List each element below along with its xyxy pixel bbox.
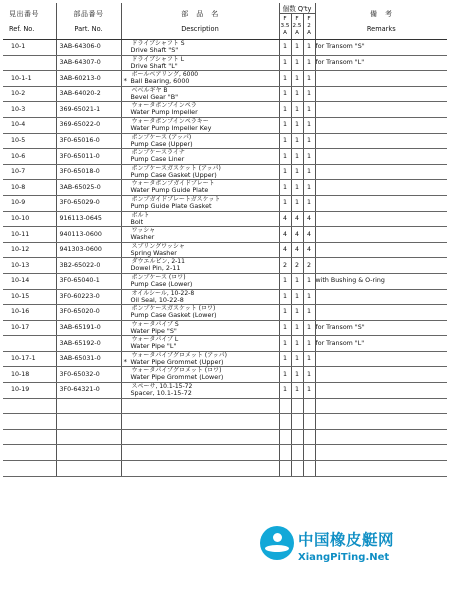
table-row <box>3 40 447 56</box>
qty-f2a: 1 <box>303 289 315 305</box>
qty-f25a: 1 <box>291 180 303 196</box>
description <box>121 211 279 227</box>
remarks <box>315 367 447 383</box>
table-row <box>3 320 447 336</box>
remarks <box>315 289 447 305</box>
qty-col-f2a: F 2 A <box>303 14 315 40</box>
qty-f35a: 1 <box>279 40 291 56</box>
part-no: 3AB-65025-0 <box>56 180 121 196</box>
qty-f2a: 4 <box>303 211 315 227</box>
qty-f35a: 2 <box>279 258 291 274</box>
ref-no: 10-4 <box>3 117 56 133</box>
ref-no: 10-17 <box>3 320 56 336</box>
description-jp: ポンプケース (アッパ) <box>131 133 192 141</box>
description <box>121 180 279 196</box>
description-en: Water Pipe "L" <box>130 342 177 351</box>
qty-f25a: 1 <box>291 336 303 352</box>
boat-rider-icon <box>260 526 294 560</box>
table-row <box>3 289 447 305</box>
qty-f2a: 1 <box>303 320 315 336</box>
description-en: Bevel Gear "B" <box>130 92 179 101</box>
table-row <box>3 336 447 352</box>
part-no: 3AB-64020-2 <box>56 86 121 102</box>
ref-no: 10-11 <box>3 227 56 243</box>
part-no: 369-65022-0 <box>56 117 121 133</box>
qty-f2a: 1 <box>303 305 315 321</box>
description <box>121 86 279 102</box>
part-no: 3F0-65032-0 <box>56 367 121 383</box>
description-en: Water Pipe Grommet (Lower) <box>130 373 224 382</box>
remarks <box>315 351 447 367</box>
description-jp: ドライブシャフト S <box>131 40 185 47</box>
qty-f35a: 1 <box>279 149 291 165</box>
remarks: for Transom "S" <box>315 40 447 56</box>
qty-f2a: 1 <box>303 273 315 289</box>
qty-f35a: 4 <box>279 211 291 227</box>
description <box>121 273 279 289</box>
new-part-mark: * <box>123 77 127 86</box>
qty-f35a: 4 <box>279 227 291 243</box>
description-en: Spacer, 10.1-15-72 <box>130 389 192 398</box>
qty-f35a: 1 <box>279 86 291 102</box>
qty-f2a: 1 <box>303 336 315 352</box>
description-jp: ウォータポンプインペラ <box>131 102 197 110</box>
table-row <box>3 133 447 149</box>
table-row <box>3 149 447 165</box>
remarks <box>315 102 447 118</box>
qty-f2a: 1 <box>303 383 315 399</box>
qty-f25a: 1 <box>291 305 303 321</box>
qty-f2a: 1 <box>303 367 315 383</box>
description <box>121 305 279 321</box>
qty-f2a: 1 <box>303 164 315 180</box>
description-jp: ウォータパイプグロメット (ロワ) <box>131 367 222 375</box>
table-row <box>3 305 447 321</box>
ref-no: 10-2 <box>3 86 56 102</box>
empty-row <box>3 414 447 430</box>
description <box>121 102 279 118</box>
qty-f35a: 1 <box>279 336 291 352</box>
ref-no: 10-3 <box>3 102 56 118</box>
description-en: Pump Case Gasket (Lower) <box>130 311 217 320</box>
ref-no-header: 見出番号 Ref. No. <box>3 3 56 40</box>
remarks <box>315 242 447 258</box>
ref-no <box>3 336 56 352</box>
qty-f2a: 1 <box>303 195 315 211</box>
remarks <box>315 133 447 149</box>
table-header <box>3 3 447 40</box>
table-body <box>3 40 447 477</box>
qty-f25a: 2 <box>291 258 303 274</box>
description-en: Drive Shaft "S" <box>130 46 179 54</box>
description <box>121 367 279 383</box>
ref-no: 10-16 <box>3 305 56 321</box>
description-jp: ポンプケースライナ <box>131 149 185 157</box>
ref-no: 10-17-1 <box>3 351 56 367</box>
qty-f25a: 1 <box>291 133 303 149</box>
description-jp: スプリングワッシャ <box>131 242 185 250</box>
ref-no: 10-15 <box>3 289 56 305</box>
description-en: Pump Case Gasket (Upper) <box>130 170 217 179</box>
qty-f25a: 1 <box>291 367 303 383</box>
ref-no: 10-12 <box>3 242 56 258</box>
qty-f25a: 1 <box>291 195 303 211</box>
part-no: 3F0-65018-0 <box>56 164 121 180</box>
description-jp: ドライブシャフト L <box>131 55 185 63</box>
part-no: 3F0-64321-0 <box>56 383 121 399</box>
qty-f2a: 1 <box>303 71 315 87</box>
empty-row <box>3 398 447 414</box>
remarks: for Transom "L" <box>315 55 447 71</box>
description <box>121 227 279 243</box>
parts-table <box>3 3 447 477</box>
part-no: 369-65021-1 <box>56 102 121 118</box>
qty-f2a: 1 <box>303 180 315 196</box>
description <box>121 289 279 305</box>
qty-f25a: 1 <box>291 149 303 165</box>
description <box>121 40 279 56</box>
description-header: 部 品 名 Description <box>121 3 279 40</box>
part-no: 3AB-64307-0 <box>56 55 121 71</box>
description-jp: オイルシール, 10-22-8 <box>131 289 195 297</box>
qty-f25a: 1 <box>291 351 303 367</box>
remarks <box>315 305 447 321</box>
qty-f35a: 1 <box>279 320 291 336</box>
qty-f35a: 1 <box>279 164 291 180</box>
description-en: Dowel Pin, 2-11 <box>130 264 181 273</box>
qty-f35a: 1 <box>279 305 291 321</box>
part-no: 3B2-65022-0 <box>56 258 121 274</box>
description <box>121 320 279 336</box>
remarks-header: 備 考 Remarks <box>315 3 447 40</box>
remarks: for Transom "S" <box>315 320 447 336</box>
description <box>121 164 279 180</box>
part-no: 916113-0645 <box>56 211 121 227</box>
table-row <box>3 367 447 383</box>
description <box>121 195 279 211</box>
remarks <box>315 71 447 87</box>
remarks <box>315 383 447 399</box>
table-row <box>3 117 447 133</box>
remarks <box>315 180 447 196</box>
description-en: Water Pump Impeller Key <box>130 123 212 132</box>
qty-f2a: 4 <box>303 242 315 258</box>
description-en: Drive Shaft "L" <box>130 61 178 70</box>
qty-f35a: 1 <box>279 367 291 383</box>
ref-no: 10-5 <box>3 133 56 149</box>
part-no: 3F0-60223-0 <box>56 289 121 305</box>
ref-no: 10-19 <box>3 383 56 399</box>
description <box>121 55 279 71</box>
description-en: Pump Case Liner <box>130 155 185 164</box>
description-jp: ポンプケース (ロワ) <box>131 273 186 281</box>
watermark-logo <box>258 524 414 576</box>
remarks <box>315 86 447 102</box>
qty-f35a: 1 <box>279 180 291 196</box>
part-no: 3F0-65016-0 <box>56 133 121 149</box>
qty-f35a: 1 <box>279 383 291 399</box>
qty-f25a: 1 <box>291 320 303 336</box>
part-no: 3AB-65031-0 <box>56 351 121 367</box>
qty-f35a: 1 <box>279 117 291 133</box>
qty-f25a: 1 <box>291 102 303 118</box>
qty-f25a: 1 <box>291 273 303 289</box>
description-en: Pump Case (Lower) <box>130 279 193 288</box>
description-en: Pump Guide Plate Gasket <box>130 201 212 210</box>
ref-no: 10-7 <box>3 164 56 180</box>
table-row <box>3 195 447 211</box>
table-row <box>3 258 447 274</box>
qty-f2a: 1 <box>303 86 315 102</box>
table-row <box>3 242 447 258</box>
qty-f2a: 1 <box>303 149 315 165</box>
qty-f35a: 1 <box>279 289 291 305</box>
description <box>121 149 279 165</box>
table-row <box>3 164 447 180</box>
part-no: 3F0-65020-0 <box>56 305 121 321</box>
qty-f25a: 4 <box>291 227 303 243</box>
qty-f35a: 1 <box>279 55 291 71</box>
table-row <box>3 102 447 118</box>
description <box>121 242 279 258</box>
ref-no: 10-6 <box>3 149 56 165</box>
qty-f2a: 2 <box>303 258 315 274</box>
qty-f25a: 1 <box>291 117 303 133</box>
table-row <box>3 273 447 289</box>
ref-no <box>3 55 56 71</box>
part-no: 3AB-65191-0 <box>56 320 121 336</box>
part-no: 3AB-65192-0 <box>56 336 121 352</box>
remarks <box>315 227 447 243</box>
part-no: 3F0-65029-0 <box>56 195 121 211</box>
qty-f25a: 1 <box>291 164 303 180</box>
qty-f25a: 1 <box>291 289 303 305</box>
description-jp: ポンプケースガスケット (アッパ) <box>131 164 221 172</box>
description-jp: ボールベアリング, 6000 <box>131 71 199 79</box>
qty-f25a: 1 <box>291 86 303 102</box>
description <box>121 258 279 274</box>
description <box>121 336 279 352</box>
ref-no: 10-18 <box>3 367 56 383</box>
qty-f35a: 1 <box>279 195 291 211</box>
part-no: 941303-0600 <box>56 242 121 258</box>
table-row <box>3 227 447 243</box>
qty-f25a: 1 <box>291 383 303 399</box>
ref-no: 10-1-1 <box>3 71 56 87</box>
description-jp: ウォータパイプ L <box>131 336 179 344</box>
qty-f35a: 4 <box>279 242 291 258</box>
description-en: Water Pipe "S" <box>130 326 177 335</box>
description-jp: ボルト <box>131 211 150 219</box>
remarks <box>315 211 447 227</box>
description-jp: ウォータパイプグロメット (アッパ) <box>131 351 228 359</box>
remarks <box>315 164 447 180</box>
remarks: with Bushing & O-ring <box>315 273 447 289</box>
description <box>121 71 279 87</box>
qty-f25a: 1 <box>291 40 303 56</box>
watermark-text: 中国橡皮艇网 <box>298 531 395 549</box>
description <box>121 351 279 367</box>
part-no: 3AB-64306-0 <box>56 40 121 56</box>
description-en: Pump Case (Upper) <box>130 139 193 148</box>
description <box>121 133 279 149</box>
ref-no: 10-13 <box>3 258 56 274</box>
part-no: 3F0-65011-0 <box>56 149 121 165</box>
part-no: 940113-0600 <box>56 227 121 243</box>
description-en: Water Pump Impeller <box>130 108 198 117</box>
remarks <box>315 258 447 274</box>
description <box>121 117 279 133</box>
qty-f35a: 1 <box>279 351 291 367</box>
remarks <box>315 117 447 133</box>
remarks <box>315 149 447 165</box>
description-en: * Water Pipe Grommet (Upper) <box>123 357 224 366</box>
ref-no: 10-9 <box>3 195 56 211</box>
description <box>121 383 279 399</box>
qty-col-f25a: F 2.5 A <box>291 14 303 40</box>
qty-f25a: 4 <box>291 211 303 227</box>
qty-f25a: 4 <box>291 242 303 258</box>
part-no: 3AB-60213-0 <box>56 71 121 87</box>
qty-f2a: 1 <box>303 102 315 118</box>
table-row <box>3 71 447 87</box>
qty-f35a: 1 <box>279 71 291 87</box>
qty-f2a: 1 <box>303 351 315 367</box>
table-row <box>3 86 447 102</box>
qty-f2a: 1 <box>303 133 315 149</box>
watermark-url: XiangPiTing.Net <box>298 552 390 563</box>
qty-f2a: 1 <box>303 55 315 71</box>
qty-f2a: 4 <box>303 227 315 243</box>
new-part-mark: * <box>123 357 127 366</box>
part-no: 3F0-65040-1 <box>56 273 121 289</box>
table-row <box>3 55 447 71</box>
description-en: Bolt <box>130 217 144 226</box>
ref-no: 10-10 <box>3 211 56 227</box>
description-jp: ウォータポンプインペラキー <box>131 117 209 125</box>
description-en: Spring Washer <box>130 248 177 257</box>
description-en: Water Pump Guide Plate <box>130 186 209 195</box>
table-row <box>3 180 447 196</box>
empty-row <box>3 429 447 445</box>
description-jp: ウォータポンプガイドプレート <box>131 180 215 188</box>
qty-f2a: 1 <box>303 40 315 56</box>
remarks <box>315 195 447 211</box>
description-jp: ダウエルピン, 2-11 <box>131 258 185 266</box>
qty-f2a: 1 <box>303 117 315 133</box>
ref-no: 10-14 <box>3 273 56 289</box>
qty-f25a: 1 <box>291 71 303 87</box>
description-en: * Ball Bearing, 6000 <box>123 77 190 86</box>
description-jp: スペーサ, 10.1-15-72 <box>131 383 193 391</box>
description-jp: ベベルギヤ B <box>131 86 168 94</box>
table-row <box>3 351 447 367</box>
qty-col-f35a: F 3.5 A <box>279 14 291 40</box>
description-jp: ポンプケースガスケット (ロワ) <box>131 305 216 313</box>
description-en: Washer <box>130 233 155 242</box>
description-jp: ウォータパイプ S <box>131 320 179 328</box>
empty-row <box>3 445 447 461</box>
qty-f35a: 1 <box>279 133 291 149</box>
ref-no: 10-1 <box>3 40 56 56</box>
qty-f35a: 1 <box>279 102 291 118</box>
description-jp: ワッシャ <box>131 227 156 235</box>
description-jp: ポンプガイドプレートガスケット <box>131 195 221 203</box>
remarks: for Transom "L" <box>315 336 447 352</box>
part-no-header: 部品番号 Part. No. <box>56 3 121 40</box>
qty-f35a: 1 <box>279 273 291 289</box>
empty-row <box>3 461 447 477</box>
table-row <box>3 383 447 399</box>
qty-f25a: 1 <box>291 55 303 71</box>
qty-header: 個数 Q'ty <box>279 3 315 14</box>
table-row <box>3 211 447 227</box>
description-en: Oil Seal, 10-22-8 <box>130 295 184 304</box>
ref-no: 10-8 <box>3 180 56 196</box>
